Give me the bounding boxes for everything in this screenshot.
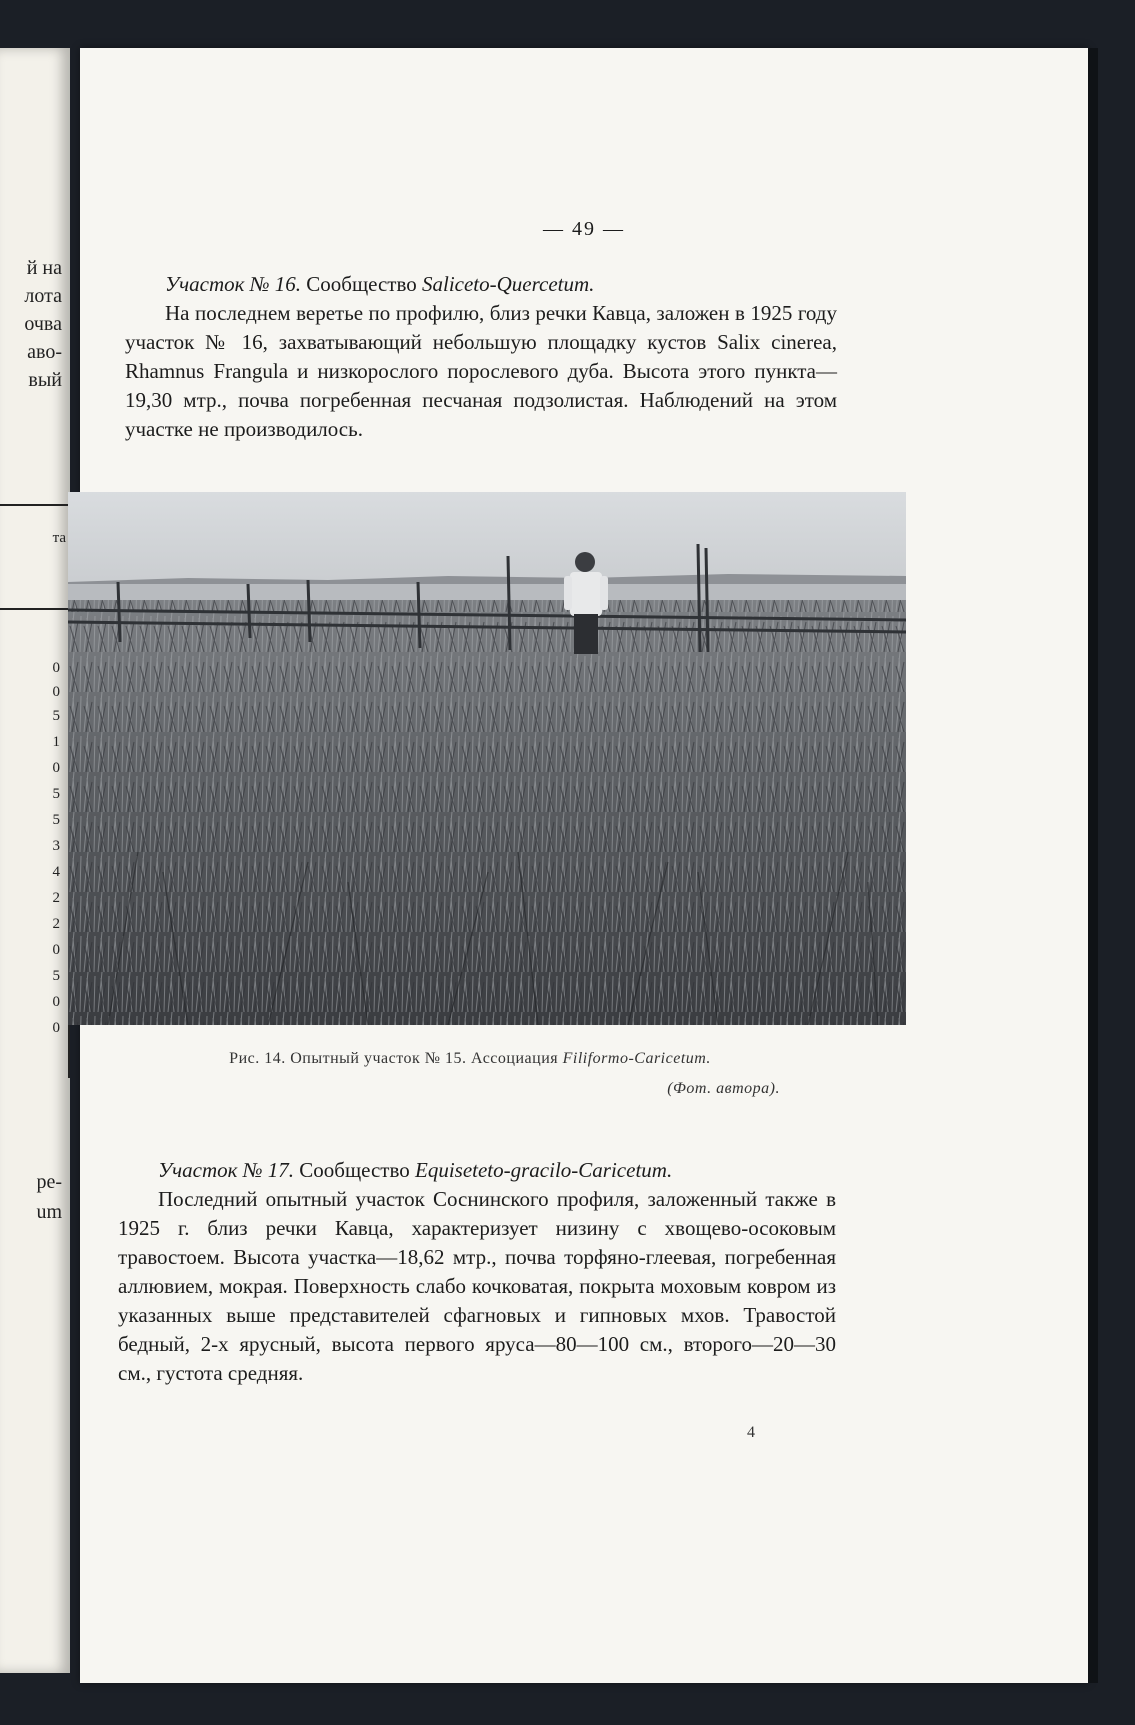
- table-rule: [0, 504, 70, 506]
- adjacent-page-fragment: [0, 48, 70, 1673]
- left-number: 2: [52, 916, 60, 932]
- left-number: 1: [52, 734, 60, 750]
- book-page: [80, 48, 1088, 1683]
- section-17: [118, 1156, 836, 1388]
- left-number: 5: [52, 708, 60, 724]
- left-number: 0: [52, 760, 60, 776]
- left-fragment: та: [52, 530, 66, 546]
- photo-credit: (Фот. автора).: [667, 1080, 780, 1097]
- field-photograph: [68, 492, 906, 1025]
- left-number: 0: [52, 1020, 60, 1036]
- left-number: 5: [52, 786, 60, 802]
- association-name: Saliceto-Quercetum.: [422, 272, 595, 296]
- left-fragment: ре-: [36, 1171, 62, 1193]
- left-number: 5: [52, 968, 60, 984]
- page-edge-shadow: [1088, 48, 1098, 1683]
- left-number: 5: [52, 812, 60, 828]
- left-fragment: очва: [24, 313, 62, 335]
- left-number: 2: [52, 890, 60, 906]
- left-number: 0: [52, 660, 60, 676]
- left-fragment: й на: [26, 257, 62, 279]
- section-heading: [118, 1156, 836, 1185]
- figure-caption: [120, 1048, 820, 1070]
- caption-association: Filiformo-Caricetum.: [562, 1050, 711, 1067]
- left-number: 4: [52, 864, 60, 880]
- left-fragment: лота: [24, 285, 62, 307]
- left-number: 0: [52, 942, 60, 958]
- photograph-image: [68, 492, 906, 1025]
- left-fragment: вый: [28, 369, 62, 391]
- left-number: 3: [52, 838, 60, 854]
- section-heading-text: Сообщество: [294, 1158, 415, 1182]
- association-name: Equiseteto-gracilo-Caricetum.: [415, 1158, 673, 1182]
- section-heading-text: Сообщество: [301, 272, 422, 296]
- table-rule: [0, 608, 70, 610]
- left-fragment: аво-: [27, 341, 62, 363]
- left-fragment: um: [36, 1201, 62, 1223]
- section-heading: [125, 270, 837, 299]
- page-number: — 49 —: [543, 218, 625, 240]
- section-body: Последний опытный участок Соснинского профиля, заложенный также в 1925 г. близ речки Кавца, характеризует низину с хвощево-осоковым травостоем. Высота участка—18,62 мтр., почва торфяно-глеевая, погребенная аллювием, мокрая. Поверхность слабо кочковатая, покрыта моховым ковром из указанных выше представителей сфагновых и гипновых мхов. Травостой бедный, 2-х ярусный, высота первого яруса—80—100 см., второго—20—30 см., густота средняя.: [118, 1187, 836, 1385]
- printer-signature: 4: [747, 1424, 755, 1441]
- left-number: 0: [52, 994, 60, 1010]
- left-number: 0: [52, 684, 60, 700]
- caption-text: Рис. 14. Опытный участок № 15. Ассоциация: [229, 1050, 563, 1067]
- section-label: Участок № 17.: [158, 1158, 295, 1182]
- section-label: Участок № 16.: [165, 272, 302, 296]
- section-body: На последнем веретье по профилю, близ речки Кавца, заложен в 1925 году участок № 16, захватывающий небольшую площадку кустов Salix cinerea, Rhamnus Frangula и низкорослого порослевого дуба. Высота этого пункта—19,30 мтр., почва погребенная песчаная подзолистая. Наблюдений на этом участке не производилось.: [125, 301, 837, 441]
- section-16: [125, 270, 837, 444]
